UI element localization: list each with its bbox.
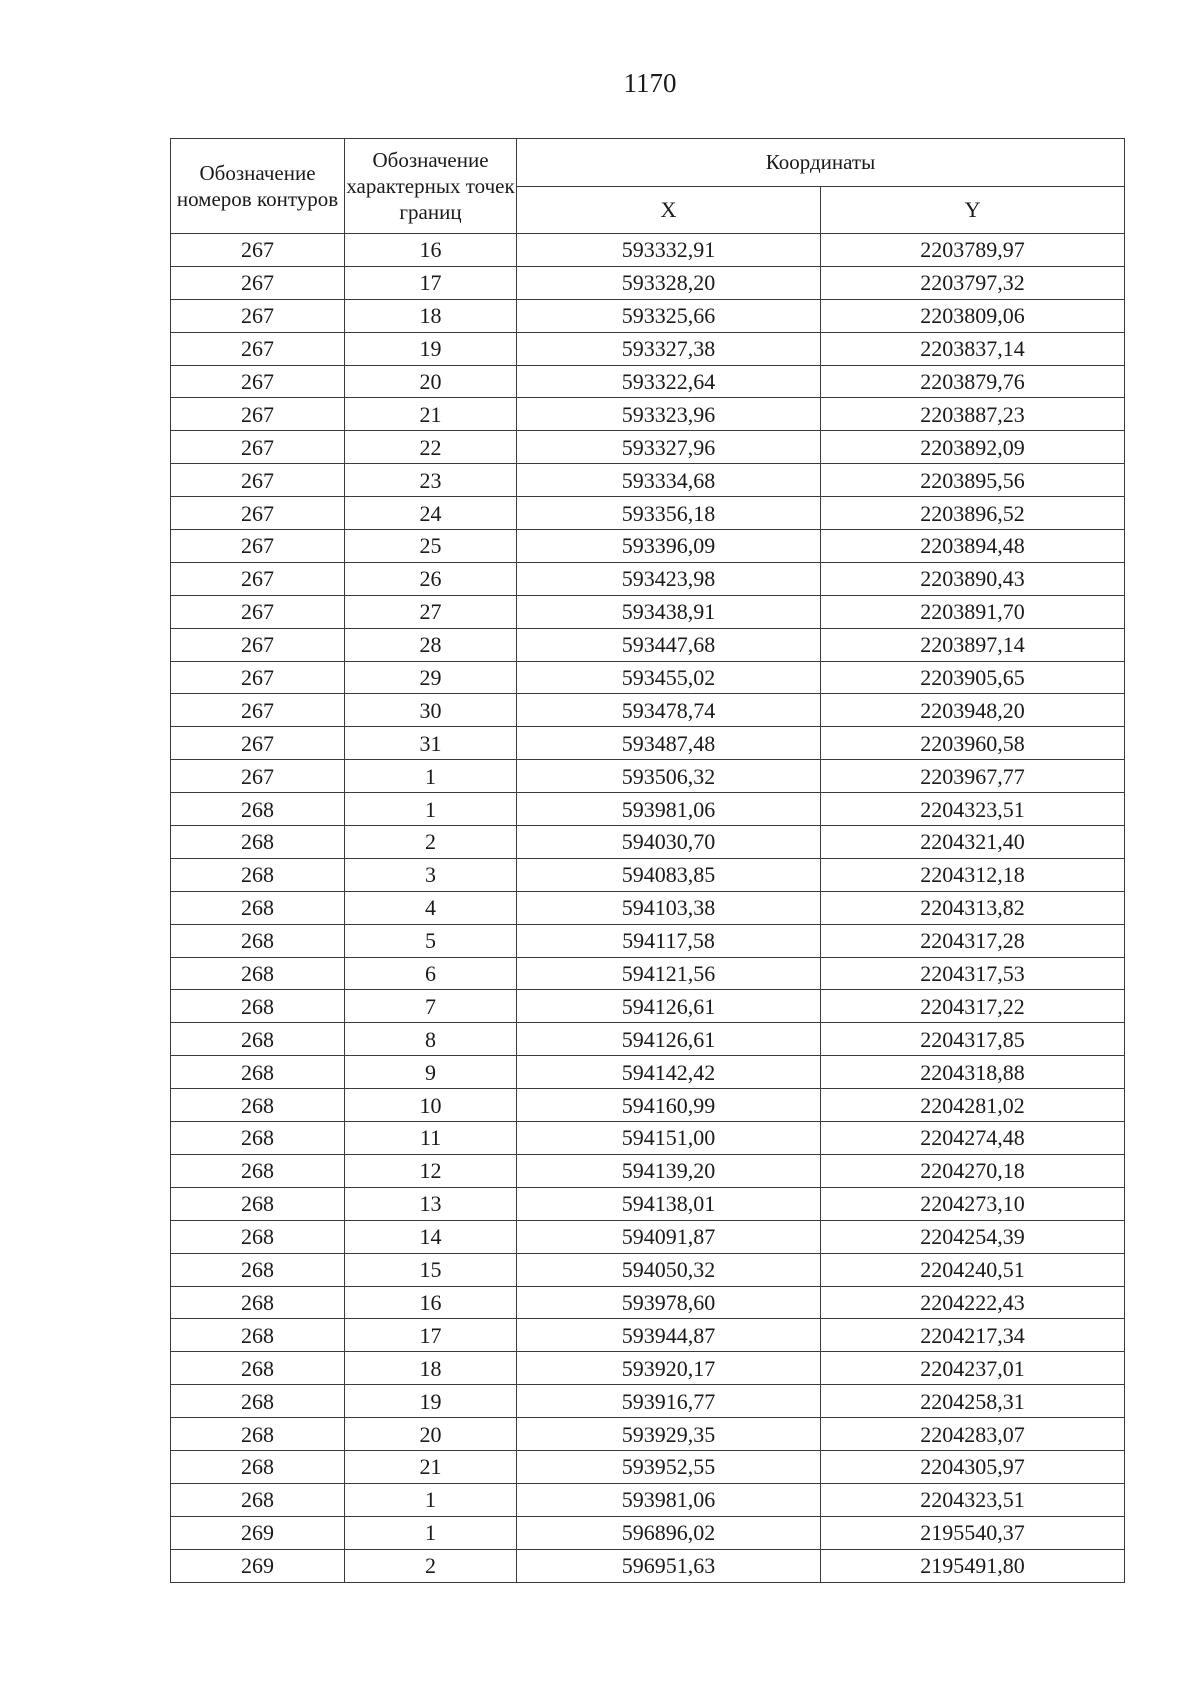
cell-y: 2203890,43	[821, 562, 1125, 595]
cell-contour: 268	[171, 1056, 345, 1089]
cell-y: 2203797,32	[821, 266, 1125, 299]
table-row	[171, 1089, 1125, 1122]
cell-contour: 268	[171, 1023, 345, 1056]
cell-x: 593325,66	[517, 299, 821, 332]
cell-point: 13	[345, 1187, 517, 1220]
table-row	[171, 1319, 1125, 1352]
cell-point: 5	[345, 924, 517, 957]
cell-y: 2204305,97	[821, 1450, 1125, 1483]
cell-contour: 267	[171, 727, 345, 760]
cell-x: 593916,77	[517, 1385, 821, 1418]
cell-x: 594126,61	[517, 1023, 821, 1056]
cell-contour: 267	[171, 234, 345, 267]
cell-point: 8	[345, 1023, 517, 1056]
header-contour-numbers: Обозначение номеров контуров	[171, 139, 345, 234]
header-x: X	[517, 187, 821, 234]
cell-point: 24	[345, 497, 517, 530]
cell-contour: 268	[171, 1385, 345, 1418]
table-body	[171, 234, 1125, 1583]
cell-x: 593323,96	[517, 398, 821, 431]
cell-point: 18	[345, 1352, 517, 1385]
cell-contour: 267	[171, 398, 345, 431]
cell-y: 2203960,58	[821, 727, 1125, 760]
cell-x: 594126,61	[517, 990, 821, 1023]
cell-y: 2204318,88	[821, 1056, 1125, 1089]
cell-contour: 268	[171, 1089, 345, 1122]
cell-contour: 268	[171, 1220, 345, 1253]
cell-y: 2203891,70	[821, 595, 1125, 628]
table-row	[171, 661, 1125, 694]
header-boundary-points: Обозначение характерных точек границ	[345, 139, 517, 234]
table-row	[171, 694, 1125, 727]
cell-y: 2204317,85	[821, 1023, 1125, 1056]
cell-contour: 268	[171, 957, 345, 990]
cell-x: 594142,42	[517, 1056, 821, 1089]
coordinates-table	[170, 138, 1125, 1583]
cell-contour: 267	[171, 431, 345, 464]
cell-contour: 267	[171, 332, 345, 365]
table-row	[171, 299, 1125, 332]
cell-x: 593455,02	[517, 661, 821, 694]
cell-point: 18	[345, 299, 517, 332]
cell-y: 2203895,56	[821, 464, 1125, 497]
cell-contour: 268	[171, 1154, 345, 1187]
cell-y: 2204317,22	[821, 990, 1125, 1023]
cell-x: 594103,38	[517, 891, 821, 924]
table-row	[171, 365, 1125, 398]
cell-x: 593981,06	[517, 1483, 821, 1516]
cell-contour: 268	[171, 1286, 345, 1319]
table-row	[171, 431, 1125, 464]
cell-x: 596896,02	[517, 1516, 821, 1549]
cell-contour: 268	[171, 891, 345, 924]
cell-y: 2203896,52	[821, 497, 1125, 530]
cell-x: 594121,56	[517, 957, 821, 990]
table-row	[171, 793, 1125, 826]
table-row	[171, 464, 1125, 497]
cell-y: 2203948,20	[821, 694, 1125, 727]
cell-y: 2203905,65	[821, 661, 1125, 694]
cell-contour: 267	[171, 464, 345, 497]
cell-point: 12	[345, 1154, 517, 1187]
cell-y: 2204312,18	[821, 858, 1125, 891]
cell-x: 593978,60	[517, 1286, 821, 1319]
cell-point: 1	[345, 1516, 517, 1549]
cell-y: 2203809,06	[821, 299, 1125, 332]
table-row	[171, 234, 1125, 267]
cell-contour: 267	[171, 562, 345, 595]
cell-x: 594151,00	[517, 1122, 821, 1155]
cell-contour: 268	[171, 793, 345, 826]
cell-contour: 267	[171, 760, 345, 793]
cell-x: 593334,68	[517, 464, 821, 497]
cell-y: 2204283,07	[821, 1418, 1125, 1451]
table-row	[171, 1549, 1125, 1582]
cell-contour: 268	[171, 1483, 345, 1516]
cell-x: 593920,17	[517, 1352, 821, 1385]
cell-contour: 267	[171, 595, 345, 628]
table-row	[171, 595, 1125, 628]
cell-x: 596951,63	[517, 1549, 821, 1582]
cell-y: 2195491,80	[821, 1549, 1125, 1582]
cell-contour: 268	[171, 924, 345, 957]
table-row	[171, 727, 1125, 760]
table-row	[171, 266, 1125, 299]
cell-y: 2204317,53	[821, 957, 1125, 990]
table-row	[171, 497, 1125, 530]
cell-y: 2204323,51	[821, 793, 1125, 826]
cell-point: 31	[345, 727, 517, 760]
cell-contour: 268	[171, 826, 345, 859]
cell-point: 3	[345, 858, 517, 891]
cell-x: 593487,48	[517, 727, 821, 760]
cell-contour: 268	[171, 1122, 345, 1155]
cell-x: 593327,38	[517, 332, 821, 365]
cell-point: 30	[345, 694, 517, 727]
cell-contour: 268	[171, 1418, 345, 1451]
cell-point: 17	[345, 266, 517, 299]
cell-y: 2203897,14	[821, 628, 1125, 661]
cell-x: 593944,87	[517, 1319, 821, 1352]
cell-contour: 267	[171, 530, 345, 563]
table-row	[171, 398, 1125, 431]
cell-contour: 268	[171, 1187, 345, 1220]
cell-contour: 267	[171, 266, 345, 299]
table-row	[171, 1286, 1125, 1319]
header-coordinates: Координаты	[517, 139, 1125, 187]
cell-point: 28	[345, 628, 517, 661]
cell-y: 2204313,82	[821, 891, 1125, 924]
cell-point: 2	[345, 826, 517, 859]
cell-x: 594139,20	[517, 1154, 821, 1187]
table-row	[171, 1187, 1125, 1220]
cell-x: 594091,87	[517, 1220, 821, 1253]
cell-x: 593396,09	[517, 530, 821, 563]
table-row	[171, 1023, 1125, 1056]
cell-contour: 267	[171, 628, 345, 661]
table-row	[171, 760, 1125, 793]
cell-point: 16	[345, 1286, 517, 1319]
table-row	[171, 1220, 1125, 1253]
table-row	[171, 1154, 1125, 1187]
table-row	[171, 826, 1125, 859]
table-row	[171, 1056, 1125, 1089]
cell-y: 2195540,37	[821, 1516, 1125, 1549]
cell-x: 593327,96	[517, 431, 821, 464]
cell-contour: 268	[171, 1352, 345, 1385]
table-row	[171, 1352, 1125, 1385]
cell-y: 2204237,01	[821, 1352, 1125, 1385]
cell-y: 2204323,51	[821, 1483, 1125, 1516]
table-row	[171, 1516, 1125, 1549]
cell-x: 593447,68	[517, 628, 821, 661]
table-row	[171, 1253, 1125, 1286]
cell-y: 2203837,14	[821, 332, 1125, 365]
cell-point: 10	[345, 1089, 517, 1122]
cell-x: 593332,91	[517, 234, 821, 267]
cell-point: 17	[345, 1319, 517, 1352]
cell-y: 2204317,28	[821, 924, 1125, 957]
cell-y: 2204273,10	[821, 1187, 1125, 1220]
cell-point: 6	[345, 957, 517, 990]
cell-y: 2203967,77	[821, 760, 1125, 793]
cell-y: 2203892,09	[821, 431, 1125, 464]
cell-y: 2204274,48	[821, 1122, 1125, 1155]
cell-point: 11	[345, 1122, 517, 1155]
cell-point: 9	[345, 1056, 517, 1089]
table-row	[171, 562, 1125, 595]
table-row	[171, 957, 1125, 990]
cell-x: 593322,64	[517, 365, 821, 398]
cell-x: 593981,06	[517, 793, 821, 826]
table-row	[171, 891, 1125, 924]
table-row	[171, 1483, 1125, 1516]
cell-point: 21	[345, 1450, 517, 1483]
table-row	[171, 1418, 1125, 1451]
cell-point: 4	[345, 891, 517, 924]
cell-x: 593328,20	[517, 266, 821, 299]
table-row	[171, 1385, 1125, 1418]
cell-point: 25	[345, 530, 517, 563]
cell-point: 19	[345, 332, 517, 365]
cell-x: 593506,32	[517, 760, 821, 793]
cell-y: 2203879,76	[821, 365, 1125, 398]
cell-contour: 267	[171, 365, 345, 398]
cell-y: 2204258,31	[821, 1385, 1125, 1418]
cell-y: 2204270,18	[821, 1154, 1125, 1187]
cell-x: 594160,99	[517, 1089, 821, 1122]
cell-contour: 267	[171, 299, 345, 332]
cell-point: 7	[345, 990, 517, 1023]
cell-point: 1	[345, 760, 517, 793]
cell-point: 16	[345, 234, 517, 267]
cell-contour: 267	[171, 661, 345, 694]
cell-point: 22	[345, 431, 517, 464]
cell-x: 593423,98	[517, 562, 821, 595]
cell-contour: 267	[171, 694, 345, 727]
cell-y: 2204321,40	[821, 826, 1125, 859]
cell-x: 594083,85	[517, 858, 821, 891]
cell-contour: 268	[171, 1450, 345, 1483]
cell-contour: 269	[171, 1549, 345, 1582]
table-row	[171, 1122, 1125, 1155]
cell-point: 19	[345, 1385, 517, 1418]
cell-contour: 268	[171, 1253, 345, 1286]
cell-y: 2204222,43	[821, 1286, 1125, 1319]
table-row	[171, 332, 1125, 365]
cell-x: 594138,01	[517, 1187, 821, 1220]
cell-y: 2204281,02	[821, 1089, 1125, 1122]
table-row	[171, 1450, 1125, 1483]
cell-point: 23	[345, 464, 517, 497]
cell-x: 593929,35	[517, 1418, 821, 1451]
cell-point: 21	[345, 398, 517, 431]
cell-y: 2204240,51	[821, 1253, 1125, 1286]
cell-point: 14	[345, 1220, 517, 1253]
cell-x: 594030,70	[517, 826, 821, 859]
cell-y: 2204217,34	[821, 1319, 1125, 1352]
cell-contour: 268	[171, 990, 345, 1023]
cell-point: 2	[345, 1549, 517, 1582]
cell-point: 27	[345, 595, 517, 628]
cell-x: 593438,91	[517, 595, 821, 628]
cell-x: 593356,18	[517, 497, 821, 530]
cell-y: 2204254,39	[821, 1220, 1125, 1253]
cell-y: 2203789,97	[821, 234, 1125, 267]
header-y: Y	[821, 187, 1125, 234]
cell-y: 2203894,48	[821, 530, 1125, 563]
table-row	[171, 858, 1125, 891]
table-row	[171, 924, 1125, 957]
cell-contour: 267	[171, 497, 345, 530]
cell-point: 20	[345, 1418, 517, 1451]
cell-x: 594050,32	[517, 1253, 821, 1286]
table-row	[171, 990, 1125, 1023]
cell-x: 593952,55	[517, 1450, 821, 1483]
cell-point: 1	[345, 1483, 517, 1516]
cell-point: 20	[345, 365, 517, 398]
cell-contour: 268	[171, 1319, 345, 1352]
cell-point: 15	[345, 1253, 517, 1286]
cell-contour: 269	[171, 1516, 345, 1549]
cell-x: 593478,74	[517, 694, 821, 727]
cell-x: 594117,58	[517, 924, 821, 957]
table-row	[171, 530, 1125, 563]
cell-point: 1	[345, 793, 517, 826]
cell-y: 2203887,23	[821, 398, 1125, 431]
cell-point: 26	[345, 562, 517, 595]
cell-point: 29	[345, 661, 517, 694]
page-number: 1170	[623, 68, 677, 98]
table-header	[171, 139, 1125, 234]
table-row	[171, 628, 1125, 661]
cell-contour: 268	[171, 858, 345, 891]
